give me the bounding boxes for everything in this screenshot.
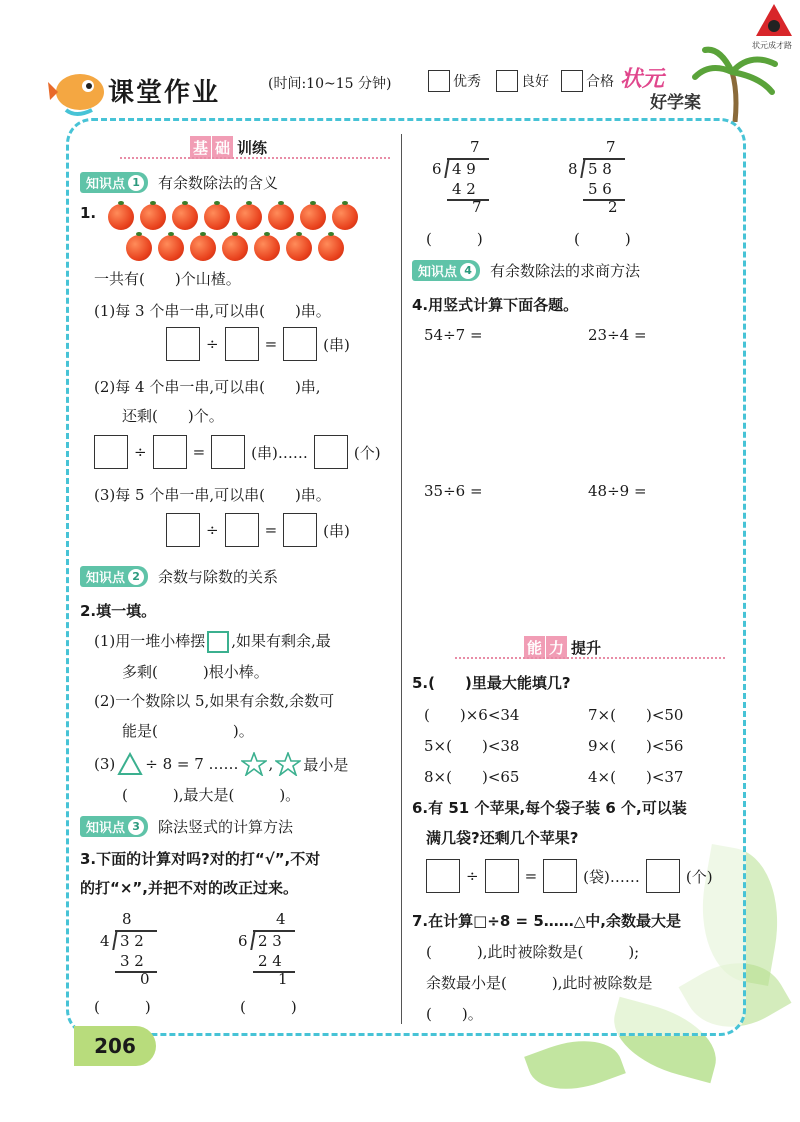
page-title: 课堂作业 [108,78,221,108]
grade-good[interactable]: 良好 [496,70,549,92]
hawthorn-fruit [108,204,134,230]
q2-part3-text: (3) ÷ 8 = 7 …… , 最小是 [94,752,348,776]
logo-icon [754,2,794,38]
q5-item: 7×( )<50 [588,706,684,724]
q5-item: 5×( )<38 [424,737,520,755]
hawthorn-fruit [254,235,280,261]
q3-answer-blank-3[interactable]: ( ) [426,230,483,248]
star-icon [241,752,267,776]
page-number: 206 [74,1026,156,1066]
q1-part2-equation: ÷ = (串)…… (个) [94,435,381,469]
long-division-3: 7 6 4 9 4 2 7 [432,138,512,218]
answer-box[interactable] [426,859,460,893]
hawthorn-fruit [126,235,152,261]
question-2-head: 2.填一填。 [80,602,157,620]
answer-box[interactable] [646,859,680,893]
answer-box[interactable] [485,859,519,893]
q3-answer-blank-4[interactable]: ( ) [574,230,631,248]
question-6-line-1: 6.有 51 个苹果,每个袋子装 6 个,可以装 [412,799,687,817]
brand-top: 状元 [620,67,665,92]
q1-part1-text: (1)每 3 个串一串,可以串( )串。 [94,302,331,320]
grade-checkbox[interactable] [428,70,450,92]
palm-tree-icon [690,42,780,122]
hawthorn-fruit [204,204,230,230]
hawthorn-fruit [172,204,198,230]
q5-item: ( )×6<34 [424,706,520,724]
knowledge-point-4: 知识点 4 有余数除法的求商方法 [412,260,640,281]
q5-item: 8×( )<65 [424,768,520,786]
answer-box[interactable] [94,435,128,469]
section-basic-training: 基 础 训练 [190,136,267,159]
q2-part2-text-a: (2)一个数除以 5,如果有余数,余数可 [94,692,335,710]
q1-part2-text-b: 还剩( )个。 [122,407,224,425]
question-4-head: 4.用竖式计算下面各题。 [412,296,579,314]
q1-total-text: 一共有( )个山楂。 [94,270,241,288]
hawthorn-fruit [222,235,248,261]
q4-item: 35÷6 = [424,482,483,500]
answer-box[interactable] [166,327,200,361]
cartoon-mascot-icon [46,62,110,118]
hawthorn-fruit [332,204,358,230]
q1-part3-equation: ÷ = (串) [166,513,350,547]
hawthorn-fruit [300,204,326,230]
q1-part2-text-a: (2)每 4 个串一串,可以串( )串, [94,378,321,396]
q2-part1-text: (1)用一堆小棒摆 ,如果有剩余,最 [94,630,331,653]
grade-checkbox[interactable] [496,70,518,92]
question-1-number: 1. [80,204,97,222]
long-division-2: 4 6 2 3 2 4 1 [238,910,318,990]
hawthorn-fruit [190,235,216,261]
q2-part1-text-b: 多剩( )根小棒。 [122,663,269,681]
square-icon [207,631,229,653]
q1-part1-equation: ÷ = (串) [166,327,350,361]
column-divider [401,134,402,1024]
grade-excellent[interactable]: 优秀 [428,70,481,92]
q3-answer-blank-2[interactable]: ( ) [240,998,297,1016]
leaf-decoration [524,1026,626,1104]
question-7-line-4: ( )。 [426,1005,483,1023]
answer-box[interactable] [225,513,259,547]
answer-box[interactable] [283,327,317,361]
q4-item: 23÷4 = [588,326,647,344]
q5-item: 9×( )<56 [588,737,684,755]
answer-box[interactable] [225,327,259,361]
logo-text: 状元成才路 [752,41,792,50]
q6-equation: ÷ = (袋)…… (个) [426,859,713,893]
q2-part2-text-b: 能是( )。 [122,722,254,740]
question-7-line-3: 余数最小是( ),此时被除数是 [426,974,653,992]
answer-box[interactable] [153,435,187,469]
hawthorn-fruit [286,235,312,261]
knowledge-point-2: 知识点 2 余数与除数的关系 [80,566,278,587]
knowledge-point-1: 知识点 1 有余数除法的含义 [80,172,278,193]
answer-box[interactable] [314,435,348,469]
banner-underline [120,157,390,159]
hawthorn-fruit [140,204,166,230]
triangle-icon [117,752,143,776]
q4-item: 54÷7 = [424,326,483,344]
question-3-head-b: 的打“×”,并把不对的改正过来。 [80,879,298,897]
hawthorn-fruit [318,235,344,261]
answer-box[interactable] [283,513,317,547]
banner-underline [455,657,725,659]
question-5-head: 5.( )里最大能填几? [412,674,571,692]
grade-pass[interactable]: 合格 [561,70,614,92]
q4-item: 48÷9 = [588,482,647,500]
q1-part3-text: (3)每 5 个串一串,可以串( )串。 [94,486,331,504]
q3-answer-blank-1[interactable]: ( ) [94,998,151,1016]
hawthorn-fruit [236,204,262,230]
question-7-line-1: 7.在计算□÷8 = 5……△中,余数最大是 [412,912,681,930]
section-ability-boost: 能 力 提升 [524,636,601,659]
question-3-head-a: 3.下面的计算对吗?对的打“√”,不对 [80,850,321,868]
brand-bottom: 好学案 [650,93,701,113]
question-6-line-2: 满几袋?还剩几个苹果? [426,829,579,847]
knowledge-point-3: 知识点 3 除法竖式的计算方法 [80,816,293,837]
hawthorn-fruit [158,235,184,261]
grade-checkbox[interactable] [561,70,583,92]
star-icon [275,752,301,776]
q2-part3-text-b: ( ),最大是( )。 [122,786,301,804]
answer-box[interactable] [211,435,245,469]
answer-box[interactable] [543,859,577,893]
long-division-1: 8 4 3 2 3 2 0 [100,910,180,990]
hawthorn-fruit [268,204,294,230]
question-7-line-2: ( ),此时被除数是( ); [426,943,640,961]
q5-item: 4×( )<37 [588,768,684,786]
time-note: (时间:10~15 分钟) [268,76,392,92]
answer-box[interactable] [166,513,200,547]
long-division-4: 7 8 5 8 5 6 2 [568,138,648,218]
